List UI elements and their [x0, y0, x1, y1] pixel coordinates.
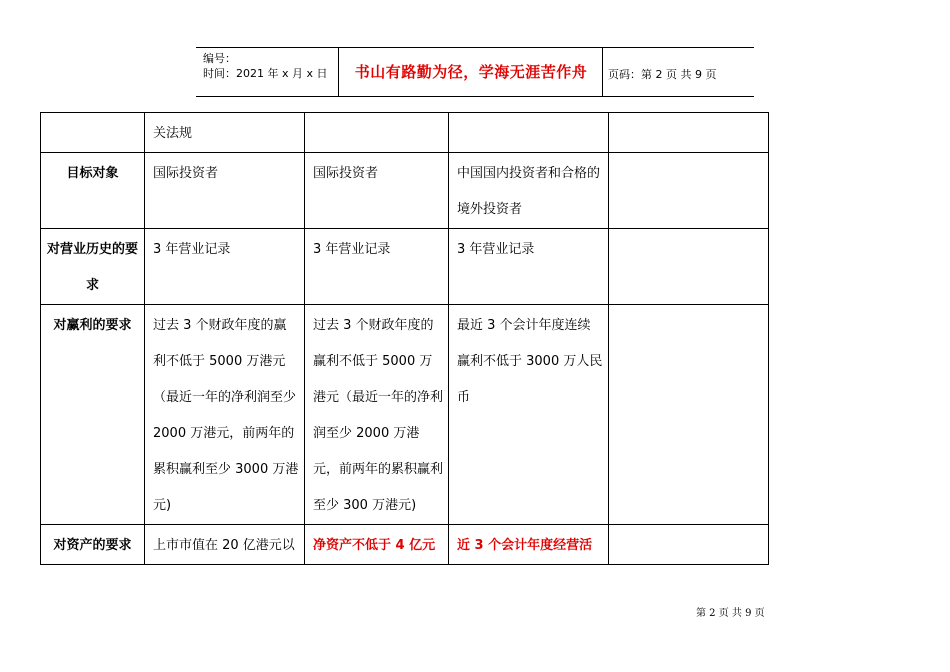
table-cell: 3 年营业记录 — [449, 229, 609, 305]
table-cell: 3 年营业记录 — [145, 229, 305, 305]
time-label: 时间：2021 年 x 月 x 日 — [203, 67, 328, 80]
row-label-cell — [41, 113, 145, 153]
row-label-asset: 对资产的要求 — [41, 525, 145, 565]
row-label-target: 目标对象 — [41, 153, 145, 229]
listing-requirements-table — [40, 112, 769, 565]
table-cell — [449, 113, 609, 153]
table-row — [41, 113, 769, 153]
table-cell: 国际投资者 — [145, 153, 305, 229]
table-cell — [609, 153, 769, 229]
page-footer: 第 2 页 共 9 页 — [696, 608, 765, 619]
table-cell — [305, 113, 449, 153]
row-label-history: 对营业历史的要求 — [41, 229, 145, 305]
table-row — [41, 305, 769, 525]
header-motto: 书山有路勤为径，学海无涯苦作舟 — [354, 63, 588, 81]
header-bottom-rule — [196, 96, 754, 97]
header-divider-right — [602, 47, 603, 96]
table-cell — [609, 113, 769, 153]
table-row — [41, 525, 769, 565]
table-cell: 过去 3 个财政年度的赢利不低于 5000 万港元（最近一年的净利润至少 2000 万港元，前两年的累积赢利至少 3000 万港元) — [145, 305, 305, 525]
table-cell — [609, 525, 769, 565]
table-cell: 过去 3 个财政年度的赢利不低于 5000 万港元（最近一年的净利润至少 2000 万港元，前两年的累积赢利至少 300 万港元) — [305, 305, 449, 525]
header-divider-left — [338, 47, 339, 96]
table-row — [41, 153, 769, 229]
table-cell: 关法规 — [145, 113, 305, 153]
table-cell — [609, 305, 769, 525]
table-cell: 中国国内投资者和合格的境外投资者 — [449, 153, 609, 229]
table-cell: 上市市值在 20 亿港元以 — [145, 525, 305, 565]
row-label-profit: 对赢利的要求 — [41, 305, 145, 525]
header-meta — [203, 51, 328, 81]
table-cell-highlight: 净资产不低于 4 亿元 — [305, 525, 449, 565]
table-row — [41, 229, 769, 305]
table-cell — [609, 229, 769, 305]
table-cell: 3 年营业记录 — [305, 229, 449, 305]
page-indicator: 页码：第 2 页 共 9 页 — [608, 68, 717, 81]
table-cell: 最近 3 个会计年度连续赢利不低于 3000 万人民币 — [449, 305, 609, 525]
table-cell-highlight: 近 3 个会计年度经营活 — [449, 525, 609, 565]
serial-label: 编号： — [203, 52, 236, 65]
table-cell: 国际投资者 — [305, 153, 449, 229]
